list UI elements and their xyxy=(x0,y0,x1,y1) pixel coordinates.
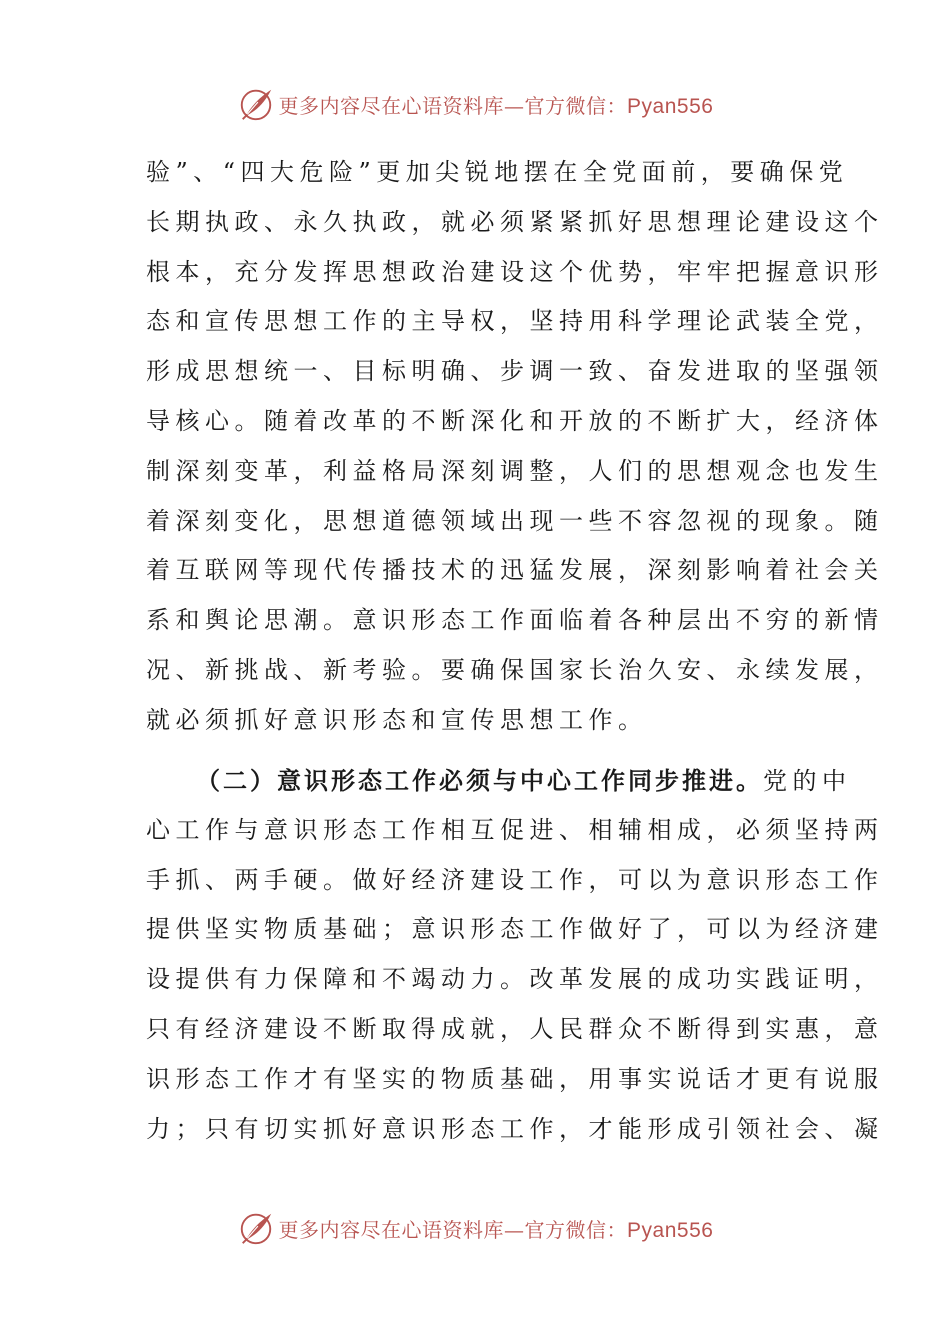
quill-pen-icon xyxy=(237,85,275,123)
text-line: 着互联网等现代传播技术的迅猛发展，深刻影响着社会关 xyxy=(146,556,884,585)
watermark-handle: Pyan556 xyxy=(627,94,714,118)
text-line: 系和舆论思潮。意识形态工作面临着各种层出不穷的新情 xyxy=(146,606,884,635)
header-watermark xyxy=(0,84,950,124)
text-line: 心工作与意识形态工作相互促进、相辅相成，必须坚持两 xyxy=(146,815,884,844)
text-line: 力；只有切实抓好意识形态工作，才能形成引领社会、凝 xyxy=(146,1114,884,1143)
text-line: 只有经济建设不断取得成就，人民群众不断得到实惠，意 xyxy=(146,1014,884,1043)
text-line: 导核心。随着改革的不断深化和开放的不断扩大，经济体 xyxy=(146,406,884,435)
section-heading: （二）意识形态工作必须与中心工作同步推进。 xyxy=(196,766,763,795)
text-line: 设提供有力保障和不竭动力。改革发展的成功实践证明， xyxy=(146,965,884,994)
text-line: 制深刻变革，利益格局深刻调整，人们的思想观念也发生 xyxy=(146,456,884,485)
text-line: 态和宣传思想工作的主导权，坚持用科学理论武装全党， xyxy=(146,307,884,336)
text-line: 就必须抓好意识形态和宣传思想工作。 xyxy=(146,705,648,734)
text-line: 形成思想统一、目标明确、步调一致、奋发进取的坚强领 xyxy=(146,357,884,386)
paragraph-1 xyxy=(146,148,884,746)
watermark-text: 更多内容尽在心语资料库—官方微信：Pyan556 xyxy=(278,1217,714,1242)
text-line: 长期执政、永久执政，就必须紧紧抓好思想理论建设这个 xyxy=(146,207,884,236)
text-line: 根本，充分发挥思想政治建设这个优势，牢牢把握意识形 xyxy=(146,257,884,286)
text-line: 手抓、两手硬。做好经济建设工作，可以为意识形态工作 xyxy=(146,865,884,894)
watermark-text: 更多内容尽在心语资料库—官方微信：Pyan556 xyxy=(278,93,714,118)
text-line: 验”、“四大危险”更加尖锐地摆在全党面前，要确保党 xyxy=(146,158,849,186)
heading-continuation: 党的中 xyxy=(763,767,852,795)
watermark-handle: Pyan556 xyxy=(627,1218,714,1242)
paragraph-2-first-line xyxy=(146,756,852,806)
text-line: 提供坚实物质基础；意识形态工作做好了，可以为经济建 xyxy=(146,915,884,944)
text-line: 况、新挑战、新考验。要确保国家长治久安、永续发展， xyxy=(146,655,884,684)
footer-watermark xyxy=(0,1208,950,1248)
text-line: 识形态工作才有坚实的物质基础，用事实说话才更有说服 xyxy=(146,1064,884,1093)
text-line: 着深刻变化，思想道德领域出现一些不容忽视的现象。随 xyxy=(146,506,884,535)
quill-pen-icon xyxy=(237,1209,275,1247)
paragraph-2 xyxy=(146,756,884,1154)
